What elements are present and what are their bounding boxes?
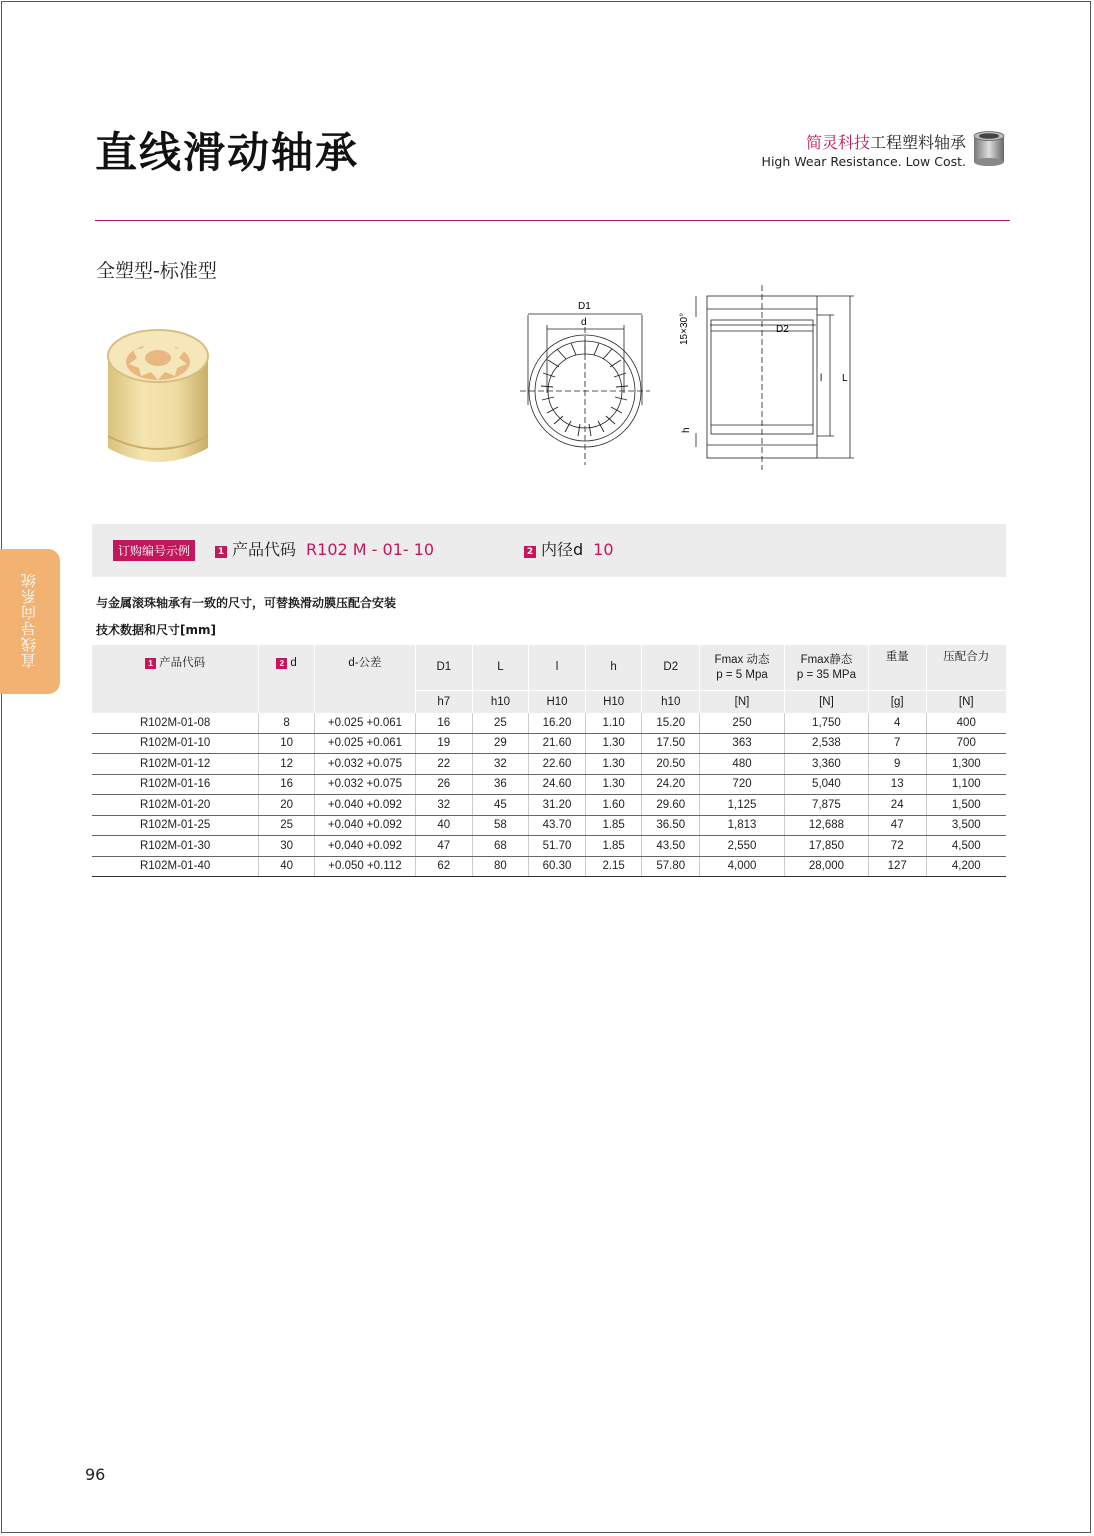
table-cell: 32 bbox=[472, 754, 529, 775]
table-cell: 7 bbox=[868, 733, 926, 754]
table-cell: 5,040 bbox=[784, 774, 868, 795]
table-cell: 47 bbox=[416, 836, 473, 857]
table-cell: 1,100 bbox=[926, 774, 1006, 795]
spec-table bbox=[92, 645, 1006, 877]
label-h: h bbox=[681, 427, 692, 433]
table-cell: 1,300 bbox=[926, 754, 1006, 775]
table-cell: 22.60 bbox=[529, 754, 586, 775]
table-cell: 2,550 bbox=[700, 836, 785, 857]
brand-highlight: 简灵科技 bbox=[805, 133, 870, 152]
table-cell: 26 bbox=[416, 774, 473, 795]
side-tab-label: 直线导向系统 bbox=[20, 572, 38, 668]
table-cell: 43.50 bbox=[642, 836, 700, 857]
subheader-press-force: [N] bbox=[926, 691, 1006, 714]
table-cell: +0.032 +0.075 bbox=[314, 754, 415, 775]
order-item-bore-value: 10 bbox=[593, 540, 614, 559]
col-header-h: h bbox=[585, 645, 642, 691]
table-row bbox=[92, 815, 1006, 836]
number-badge-1: 1 bbox=[215, 546, 227, 558]
subheader-D2: h10 bbox=[642, 691, 700, 714]
table-cell: 60.30 bbox=[529, 856, 586, 877]
number-badge-2: 2 bbox=[276, 658, 287, 669]
table-cell: 45 bbox=[472, 795, 529, 816]
table-cell: 72 bbox=[868, 836, 926, 857]
product-photo bbox=[103, 318, 213, 470]
brand-rest: 工程塑料轴承 bbox=[869, 133, 966, 152]
table-cell: 127 bbox=[868, 856, 926, 877]
page-number: 96 bbox=[85, 1465, 106, 1484]
table-cell: 58 bbox=[472, 815, 529, 836]
table-cell: 2.15 bbox=[585, 856, 642, 877]
col-header-l: l bbox=[529, 645, 586, 691]
table-cell: 1,125 bbox=[700, 795, 785, 816]
subheader-l: H10 bbox=[529, 691, 586, 714]
table-header-row bbox=[92, 645, 1006, 691]
table-cell: 1.10 bbox=[585, 713, 642, 733]
col-header-fmax-dynamic: Fmax 动态 p = 5 Mpa bbox=[700, 645, 785, 691]
table-cell: 25 bbox=[472, 713, 529, 733]
table-cell: 700 bbox=[926, 733, 1006, 754]
col-header-D1: D1 bbox=[416, 645, 473, 691]
col-header-d: 2 d bbox=[259, 645, 315, 713]
table-cell: 1.60 bbox=[585, 795, 642, 816]
table-cell: 17,850 bbox=[784, 836, 868, 857]
table-cell: +0.025 +0.061 bbox=[314, 713, 415, 733]
col-header-code: 1 产品代码 bbox=[92, 645, 259, 713]
table-row bbox=[92, 733, 1006, 754]
table-cell: 1,750 bbox=[784, 713, 868, 733]
table-cell: 17.50 bbox=[642, 733, 700, 754]
table-row bbox=[92, 795, 1006, 816]
number-badge-1: 1 bbox=[145, 658, 156, 669]
header-rule bbox=[95, 220, 1010, 221]
table-cell: 24.20 bbox=[642, 774, 700, 795]
table-cell: 4,000 bbox=[700, 856, 785, 877]
table-cell: 19 bbox=[416, 733, 473, 754]
table-cell: 8 bbox=[259, 713, 315, 733]
table-cell: 3,360 bbox=[784, 754, 868, 775]
table-cell: 29.60 bbox=[642, 795, 700, 816]
subheader-D1: h7 bbox=[416, 691, 473, 714]
table-cell: 36.50 bbox=[642, 815, 700, 836]
label-l: l bbox=[820, 373, 823, 384]
label-D2: D2 bbox=[776, 324, 789, 335]
table-cell: +0.040 +0.092 bbox=[314, 795, 415, 816]
table-cell: R102M-01-25 bbox=[92, 815, 259, 836]
table-cell: 1.85 bbox=[585, 836, 642, 857]
table-cell: 24 bbox=[868, 795, 926, 816]
table-cell: R102M-01-12 bbox=[92, 754, 259, 775]
table-cell: 12,688 bbox=[784, 815, 868, 836]
table-cell: 68 bbox=[472, 836, 529, 857]
table-cell: 12 bbox=[259, 754, 315, 775]
table-row bbox=[92, 754, 1006, 775]
subheader-fmax-dynamic: [N] bbox=[700, 691, 785, 714]
table-cell: 1.30 bbox=[585, 733, 642, 754]
order-item-code-label: 产品代码 bbox=[232, 540, 297, 559]
order-item-bore-label: 内径d bbox=[541, 540, 584, 559]
table-row bbox=[92, 836, 1006, 857]
table-cell: R102M-01-40 bbox=[92, 856, 259, 877]
table-cell: 1.85 bbox=[585, 815, 642, 836]
table-cell: +0.025 +0.061 bbox=[314, 733, 415, 754]
table-cell: R102M-01-08 bbox=[92, 713, 259, 733]
table-cell: 43.70 bbox=[529, 815, 586, 836]
table-cell: R102M-01-16 bbox=[92, 774, 259, 795]
technical-drawing bbox=[520, 285, 870, 470]
table-cell: 1,500 bbox=[926, 795, 1006, 816]
table-cell: 7,875 bbox=[784, 795, 868, 816]
table-cell: 20.50 bbox=[642, 754, 700, 775]
table-row bbox=[92, 713, 1006, 733]
table-cell: 4 bbox=[868, 713, 926, 733]
table-cell: +0.040 +0.092 bbox=[314, 815, 415, 836]
table-cell: 9 bbox=[868, 754, 926, 775]
page-title: 直线滑动轴承 bbox=[95, 128, 360, 177]
table-cell: 40 bbox=[259, 856, 315, 877]
number-badge-2: 2 bbox=[524, 546, 536, 558]
table-cell: 250 bbox=[700, 713, 785, 733]
table-cell: 80 bbox=[472, 856, 529, 877]
compatibility-note: 与金属滚珠轴承有一致的尺寸，可替换滑动膜压配合安装 bbox=[96, 596, 397, 610]
brand-name bbox=[762, 130, 966, 153]
brand-block bbox=[762, 130, 966, 169]
table-cell: 25 bbox=[259, 815, 315, 836]
table-cell: 40 bbox=[416, 815, 473, 836]
table-row bbox=[92, 774, 1006, 795]
col-header-D2: D2 bbox=[642, 645, 700, 691]
subheader-fmax-static: [N] bbox=[784, 691, 868, 714]
table-body bbox=[92, 713, 1006, 877]
table-cell: 15.20 bbox=[642, 713, 700, 733]
table-cell: 47 bbox=[868, 815, 926, 836]
table-cell: 363 bbox=[700, 733, 785, 754]
table-cell: +0.040 +0.092 bbox=[314, 836, 415, 857]
order-example-badge: 订购编号示例 bbox=[113, 540, 195, 561]
table-cell: 51.70 bbox=[529, 836, 586, 857]
table-cell: 16 bbox=[259, 774, 315, 795]
col-header-tolerance: d-公差 bbox=[314, 645, 415, 713]
table-cell: 57.80 bbox=[642, 856, 700, 877]
table-cell: 4,200 bbox=[926, 856, 1006, 877]
subheader-L: h10 bbox=[472, 691, 529, 714]
table-caption: 技术数据和尺寸[mm] bbox=[96, 623, 216, 637]
table-cell: 32 bbox=[416, 795, 473, 816]
order-example-bar bbox=[92, 524, 1006, 577]
table-cell: 3,500 bbox=[926, 815, 1006, 836]
side-tab[interactable] bbox=[0, 549, 60, 694]
section-subtitle: 全塑型-标准型 bbox=[96, 260, 217, 282]
bearing-logo-icon bbox=[972, 130, 1006, 166]
table-cell: 21.60 bbox=[529, 733, 586, 754]
col-header-press-force: 压配合力 bbox=[926, 645, 1006, 691]
table-cell: 13 bbox=[868, 774, 926, 795]
table-cell: 10 bbox=[259, 733, 315, 754]
label-D1: D1 bbox=[578, 301, 591, 312]
table-cell: 28,000 bbox=[784, 856, 868, 877]
table-cell: 62 bbox=[416, 856, 473, 877]
order-item-code bbox=[215, 537, 434, 560]
table-cell: 30 bbox=[259, 836, 315, 857]
table-cell: +0.050 +0.112 bbox=[314, 856, 415, 877]
table-cell: 36 bbox=[472, 774, 529, 795]
table-cell: 20 bbox=[259, 795, 315, 816]
table-cell: R102M-01-10 bbox=[92, 733, 259, 754]
table-cell: 720 bbox=[700, 774, 785, 795]
table-cell: R102M-01-30 bbox=[92, 836, 259, 857]
table-cell: 1,813 bbox=[700, 815, 785, 836]
table-cell: 1.30 bbox=[585, 774, 642, 795]
table-cell: +0.032 +0.075 bbox=[314, 774, 415, 795]
col-header-L: L bbox=[472, 645, 529, 691]
label-chamfer: 15×30° bbox=[679, 312, 690, 345]
order-item-code-value: R102 M - 01- 10 bbox=[306, 540, 435, 559]
table-row bbox=[92, 856, 1006, 877]
table-cell: 29 bbox=[472, 733, 529, 754]
col-header-weight: 重量 bbox=[868, 645, 926, 691]
table-cell: 22 bbox=[416, 754, 473, 775]
table-cell: 16.20 bbox=[529, 713, 586, 733]
subheader-weight: [g] bbox=[868, 691, 926, 714]
subheader-h: H10 bbox=[585, 691, 642, 714]
order-item-bore bbox=[524, 537, 614, 560]
label-d: d bbox=[581, 317, 587, 328]
brand-tagline: High Wear Resistance. Low Cost. bbox=[761, 154, 966, 169]
table-cell: 400 bbox=[926, 713, 1006, 733]
table-cell: 1.30 bbox=[585, 754, 642, 775]
table-cell: 16 bbox=[416, 713, 473, 733]
table-cell: 24.60 bbox=[529, 774, 586, 795]
label-L: L bbox=[842, 373, 848, 384]
table-cell: 2,538 bbox=[784, 733, 868, 754]
table-cell: 4,500 bbox=[926, 836, 1006, 857]
table-cell: R102M-01-20 bbox=[92, 795, 259, 816]
col-header-fmax-static: Fmax静态 p = 35 MPa bbox=[784, 645, 868, 691]
table-cell: 31.20 bbox=[529, 795, 586, 816]
table-cell: 480 bbox=[700, 754, 785, 775]
